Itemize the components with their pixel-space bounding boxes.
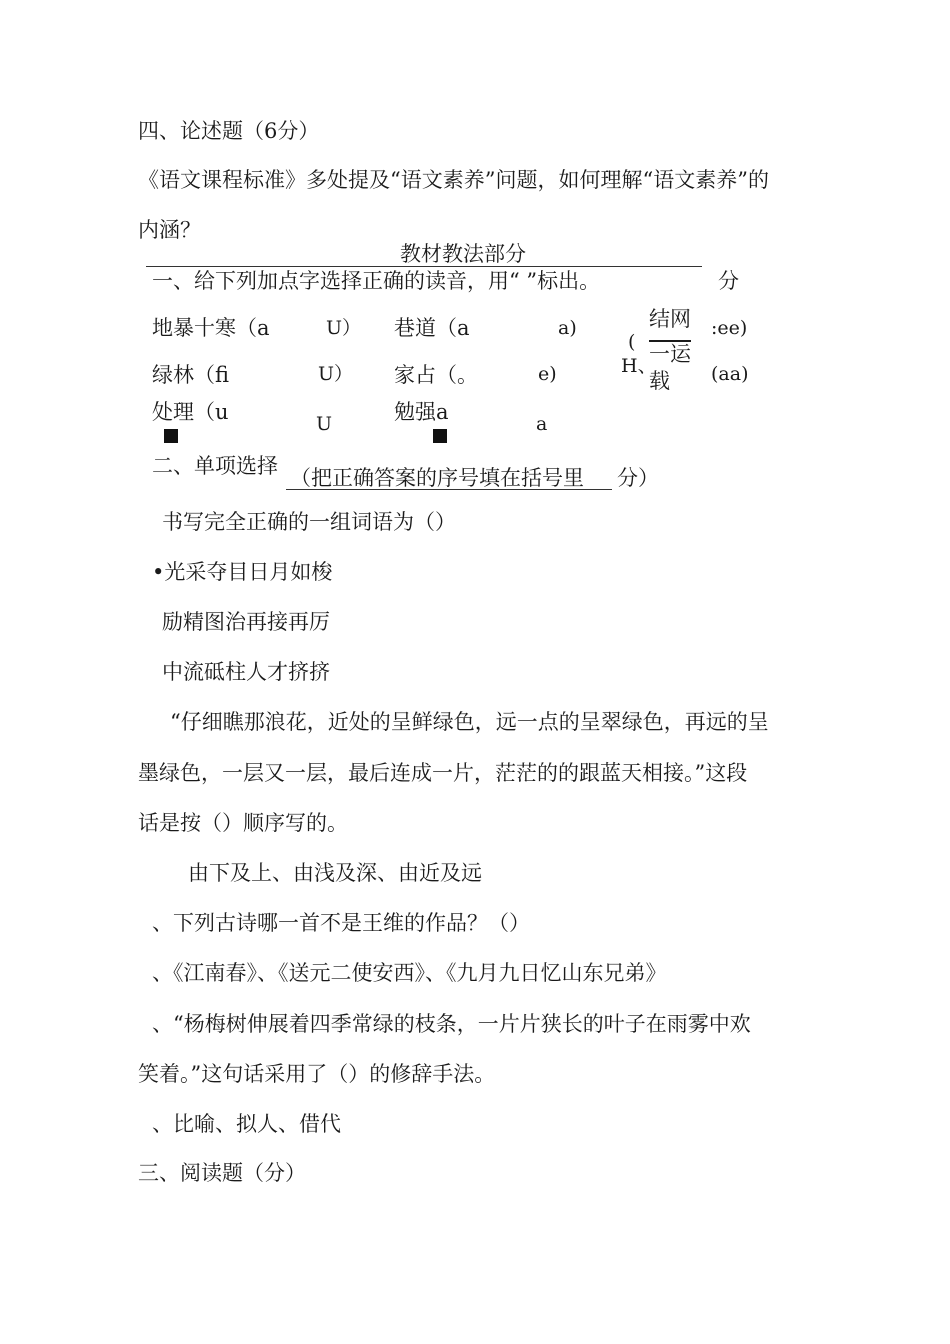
q1-row1-word2-option: a) (558, 317, 577, 339)
q1-row2-word1: 绿林（fi (152, 363, 230, 387)
section4-heading: 四、论述题（6分） (138, 119, 320, 143)
section3-heading: 三、阅读题（分） (138, 1161, 306, 1185)
q1-row2-word3-option: (aa) (711, 363, 749, 385)
q2-item1: 书写完全正确的一组词语为（） (162, 510, 456, 534)
q2-instruction: （把正确答案的序号填在括号里 (290, 466, 584, 490)
q1-row3-word1: 处理（u (152, 400, 229, 424)
q1-row2-word2: 家占（。 (394, 363, 478, 387)
q1-row2-word3-bottom: 载 (649, 369, 670, 393)
q1-row2-word3-paren: ( (628, 331, 636, 353)
q1-heading: 一、给下列加点字选择正确的读音，用“ ”标出。 (152, 269, 601, 293)
q1-row2-word3-left: H、 (621, 355, 657, 377)
q1-row1-word1-option: U） (326, 317, 362, 339)
q2-instruction-rule (286, 489, 612, 490)
q2-item4-options: 、比喻、拟人、借代 (152, 1112, 341, 1136)
q1-row3-word2-marker (433, 429, 447, 443)
q1-row3-word1-option: U (316, 413, 333, 435)
q2-score-suffix: 分） (617, 466, 659, 490)
q2-item1-option1: •光采夺目日月如梭 (152, 560, 333, 584)
q1-row2-word2-option: e) (538, 363, 557, 385)
q1-row3-word1-marker (164, 429, 178, 443)
q1-row1-word3-top: 结网 (649, 307, 691, 331)
q2-item2-line3: 话是按（）顺序写的。 (138, 811, 348, 835)
q1-row3-word2: 勉强a (394, 400, 449, 424)
q1-row2-word1-option: U） (318, 363, 354, 385)
q1-row1-word2: 巷道（a (394, 316, 470, 340)
q2-item3: 、下列古诗哪一首不是王维的作品？（） (152, 911, 530, 935)
q2-item3-options: 、《江南春》、《送元二使安西》、《九月九日忆山东兄弟》 (152, 961, 667, 985)
q2-item2-line1: “仔细瞧那浪花，近处的呈鲜绿色，远一点的呈翠绿色，再远的呈 (170, 710, 769, 734)
section4-question-line2: 内涵？ (138, 218, 201, 242)
q1-score-suffix: 分 (718, 269, 739, 293)
q1-row3-word2-option: a (536, 413, 548, 435)
q1-row1-word1: 地暴十寒（a (152, 316, 270, 340)
q2-item2-line2: 墨绿色，一层又一层，最后连成一片，茫茫的的跟蓝天相接。”这段 (138, 761, 748, 785)
q2-heading: 二、单项选择 (152, 455, 278, 478)
q2-item4-line1: 、“杨梅树伸展着四季常绿的枝条，一片片狭长的叶子在雨雾中欢 (152, 1012, 751, 1036)
q1-row2-word3-middle: 一运 (649, 342, 691, 366)
q2-item4-line2: 笑着。”这句话采用了（）的修辞手法。 (138, 1062, 496, 1086)
part-title: 教材教法部分 (400, 242, 526, 266)
q2-item2-options: 由下及上、由浅及深、由近及远 (188, 861, 482, 885)
q2-item1-option3: 中流砥柱人才挤挤 (162, 660, 330, 684)
section4-question-line1: 《语文课程标准》多处提及“语文素养”问题，如何理解“语文素养”的 (138, 168, 769, 192)
q2-item1-option2: 励精图治再接再厉 (162, 610, 330, 634)
part-title-rule (146, 266, 702, 267)
q1-row1-word3-option: :ee) (711, 317, 748, 339)
